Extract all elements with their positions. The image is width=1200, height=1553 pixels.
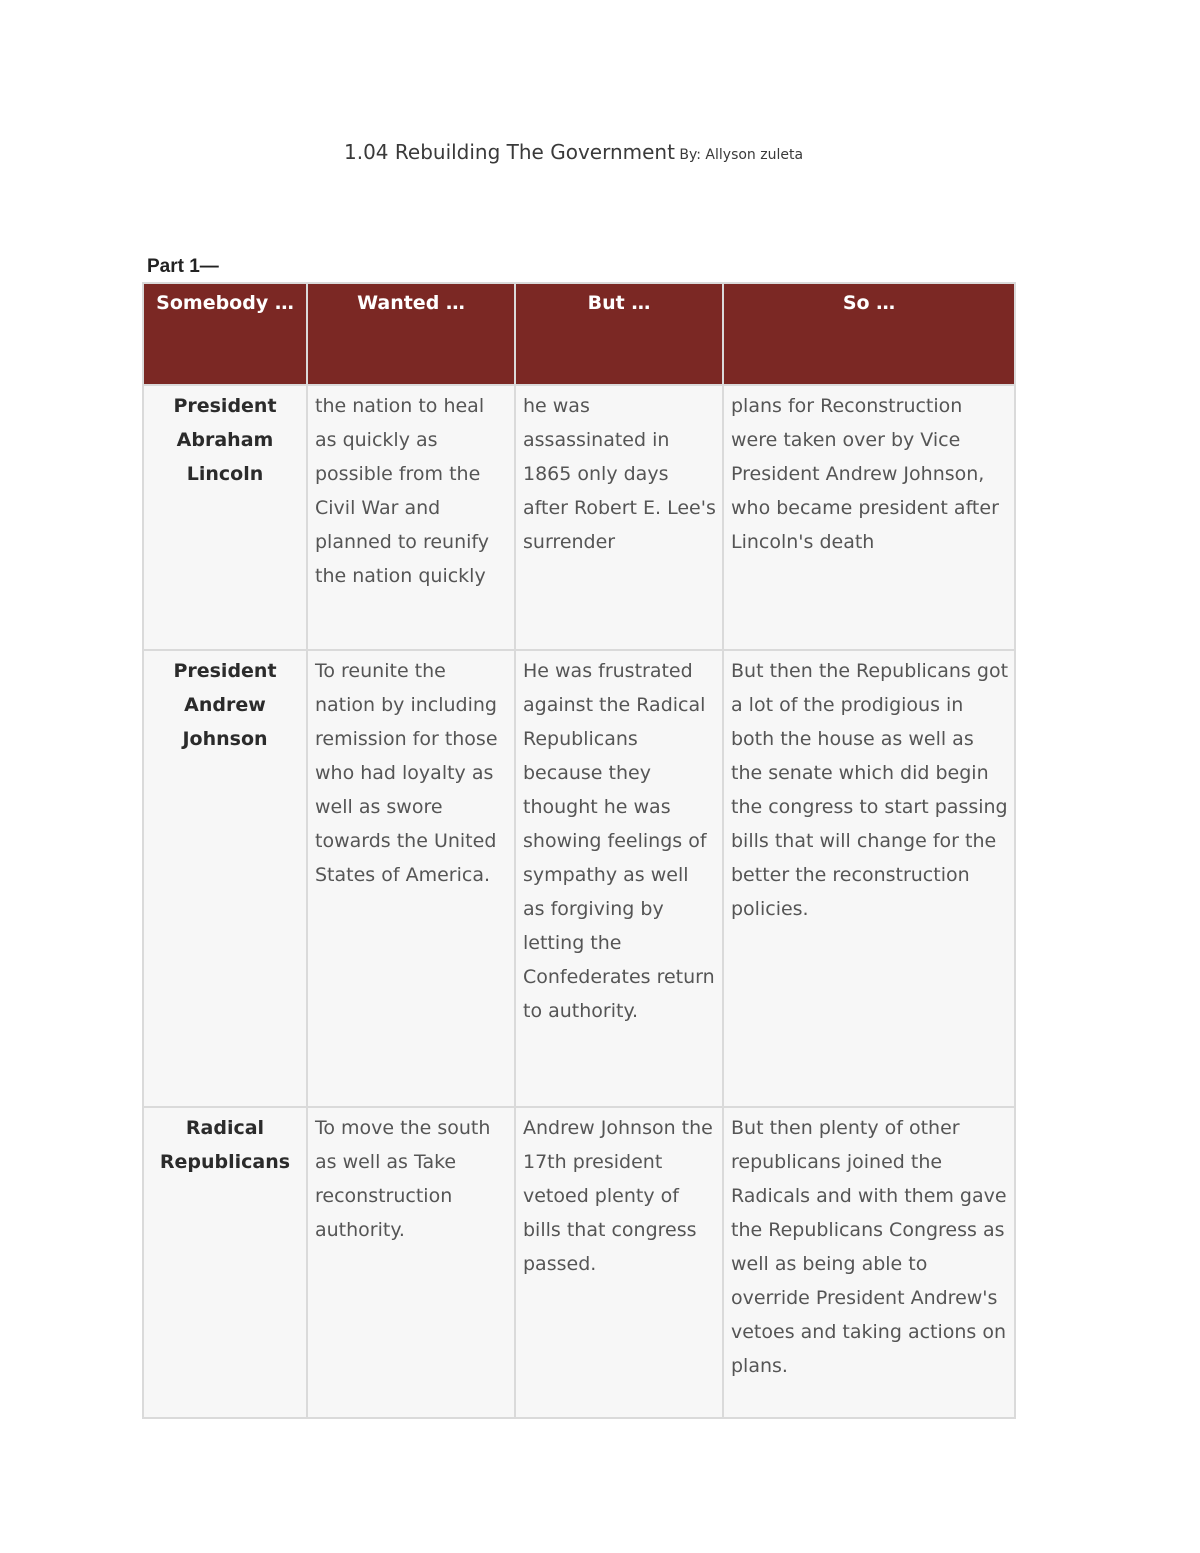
cell-so: But then the Republicans got a lot of the prodigious in both the house as well as the senate which did begin the congress to start passing bills that will change for the better the reconstruction policies.	[723, 650, 1015, 1107]
cell-but: he was assassinated in 1865 only days after Robert E. Lee's surrender	[515, 385, 723, 650]
title-byline: By: Allyson zuleta	[674, 147, 804, 163]
cell-but: Andrew Johnson the 17th president vetoed plenty of bills that congress passed.	[515, 1107, 723, 1418]
header-somebody: Somebody …	[143, 283, 307, 385]
title-main: 1.04 Rebuilding The Government	[344, 140, 675, 164]
cell-so: But then plenty of other republicans joined the Radicals and with them gave the Republicans Congress as well as being able to override President Andrew's vetoes and taking actions on plans.	[723, 1107, 1015, 1418]
part-label: Part 1—	[147, 256, 219, 277]
table-row	[143, 1107, 1015, 1418]
header-wanted: Wanted …	[307, 283, 515, 385]
table-row	[143, 650, 1015, 1107]
table-header-row	[143, 283, 1015, 385]
cell-so: plans for Reconstruction were taken over by Vice President Andrew Johnson, who became president after Lincoln's death	[723, 385, 1015, 650]
document-title	[344, 140, 803, 164]
cell-wanted: To move the south as well as Take reconstruction authority.	[307, 1107, 515, 1418]
table-row	[143, 385, 1015, 650]
cell-somebody: Radical Republicans	[143, 1107, 307, 1418]
cell-somebody: President Abraham Lincoln	[143, 385, 307, 650]
cell-somebody: President Andrew Johnson	[143, 650, 307, 1107]
cell-but: He was frustrated against the Radical Republicans because they thought he was showing feelings of sympathy as well as forgiving by letting the Confederates return to authority.	[515, 650, 723, 1107]
header-so: So …	[723, 283, 1015, 385]
header-but: But …	[515, 283, 723, 385]
somebody-wanted-but-so-table	[142, 282, 1016, 1419]
cell-wanted: To reunite the nation by including remission for those who had loyalty as well as swore towards the United States of America.	[307, 650, 515, 1107]
cell-wanted: the nation to heal as quickly as possible from the Civil War and planned to reunify the nation quickly	[307, 385, 515, 650]
